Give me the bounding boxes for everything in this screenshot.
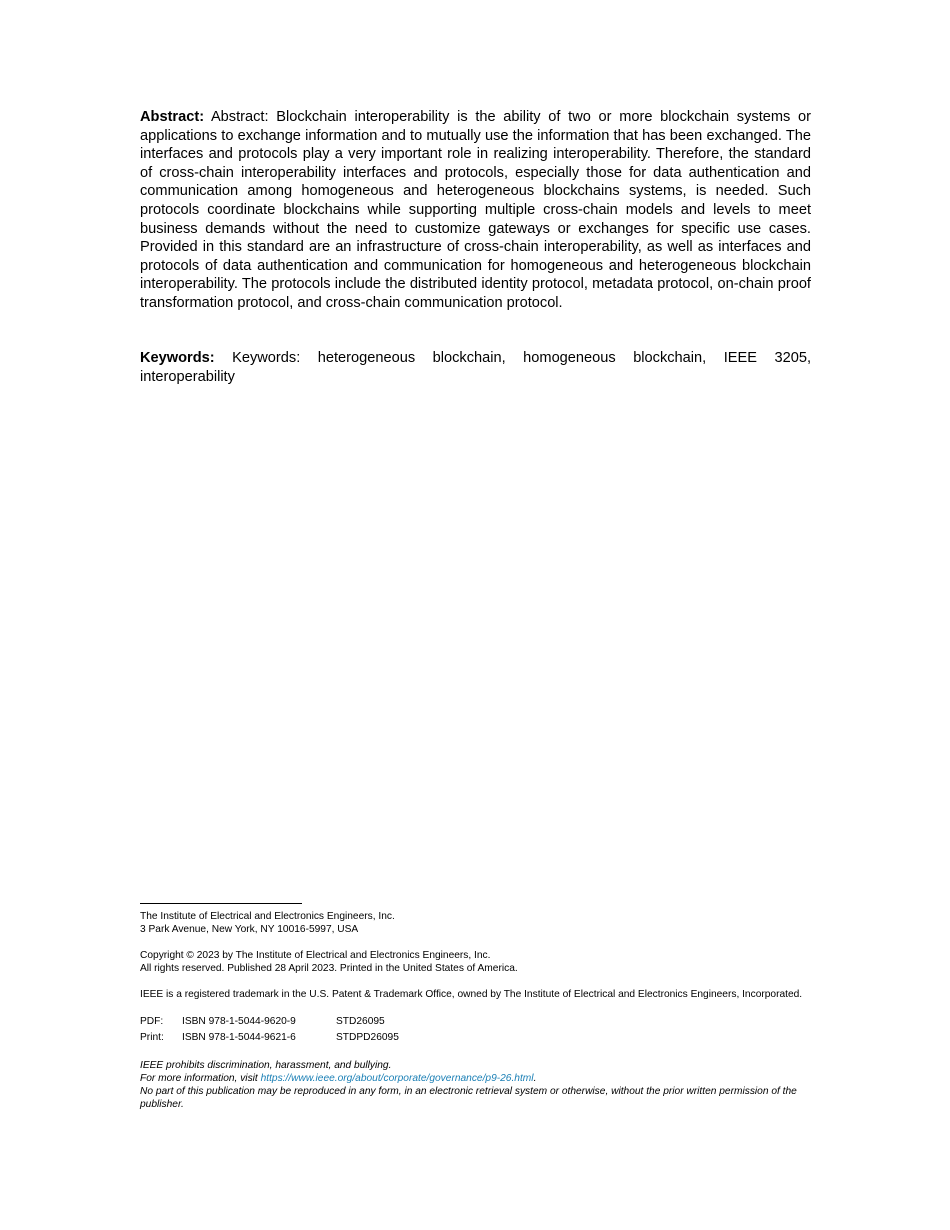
copyright-block [140,949,811,975]
more-info-line [140,1072,811,1085]
discrimination-notice: IEEE prohibits discrimination, harassment, and bullying. [140,1060,392,1071]
trademark-block [140,988,811,1001]
footer-divider [140,903,302,904]
isbn-row-print [140,1030,811,1046]
reproduction-notice: No part of this publication may be reproduced in any form, in an electronic retrieval system or otherwise, without the prior written permission of the publisher. [140,1086,797,1110]
isbn-type: Print: [140,1032,164,1043]
isbn-row-pdf [140,1014,811,1030]
isbn-code: STDPD26095 [336,1032,399,1043]
abstract-paragraph [140,108,811,313]
trademark-text: IEEE is a registered trademark in the U.S. Patent & Trademark Office, owned by The Institute of Electrical and Electronics Engineers, Incorporated. [140,989,803,1000]
isbn-block [140,1014,811,1046]
publisher-block [140,910,811,936]
isbn-number: ISBN 978-1-5044-9620-9 [182,1016,296,1027]
publisher-name: The Institute of Electrical and Electronics Engineers, Inc. [140,911,395,922]
more-info-suffix: . [533,1073,537,1084]
rights-line: All rights reserved. Published 28 April 2023. Printed in the United States of America. [140,963,518,974]
isbn-code: STD26095 [336,1016,385,1027]
governance-link[interactable]: https://www.ieee.org/about/corporate/governance/p9-26.html [260,1073,534,1084]
more-info-prefix: For more information, visit [140,1073,261,1084]
keywords-label: Keywords: [140,350,215,366]
keywords-text: Keywords: heterogeneous blockchain, homogeneous blockchain, IEEE 3205, interoperability [140,350,811,385]
notice-block [140,1059,811,1111]
isbn-number: ISBN 978-1-5044-9621-6 [182,1032,296,1043]
publisher-address: 3 Park Avenue, New York, NY 10016-5997, USA [140,924,359,935]
copyright-line: Copyright © 2023 by The Institute of Electrical and Electronics Engineers, Inc. [140,950,491,961]
abstract-label: Abstract: [140,109,205,125]
keywords-paragraph [140,349,811,386]
publication-footer [140,903,811,1111]
abstract-text: Abstract: Blockchain interoperability is the ability of two or more blockchain systems or applications to exchange information and to mutually use the information that has been exchanged. The interfaces and protocols play a very important role in realizing interoperability. Therefore, the standard of cross-chain interoperability interfaces and protocols, especially those for data authentication and communication among homogeneous and heterogeneous blockchains systems, is needed. Such protocols coordinate blockchains while supporting multiple cross-chain models and levels to meet business demands without the need to customize gateways or exchanges for specific use cases. Provided in this standard are an infrastructure of cross-chain interoperability, as well as interfaces and protocols of data authentication and communication for homogeneous and heterogeneous blockchain interoperability. The protocols include the distributed identity protocol, metadata protocol, on-chain proof transformation protocol, and cross-chain communication protocol. [140,109,811,311]
isbn-type: PDF: [140,1016,164,1027]
